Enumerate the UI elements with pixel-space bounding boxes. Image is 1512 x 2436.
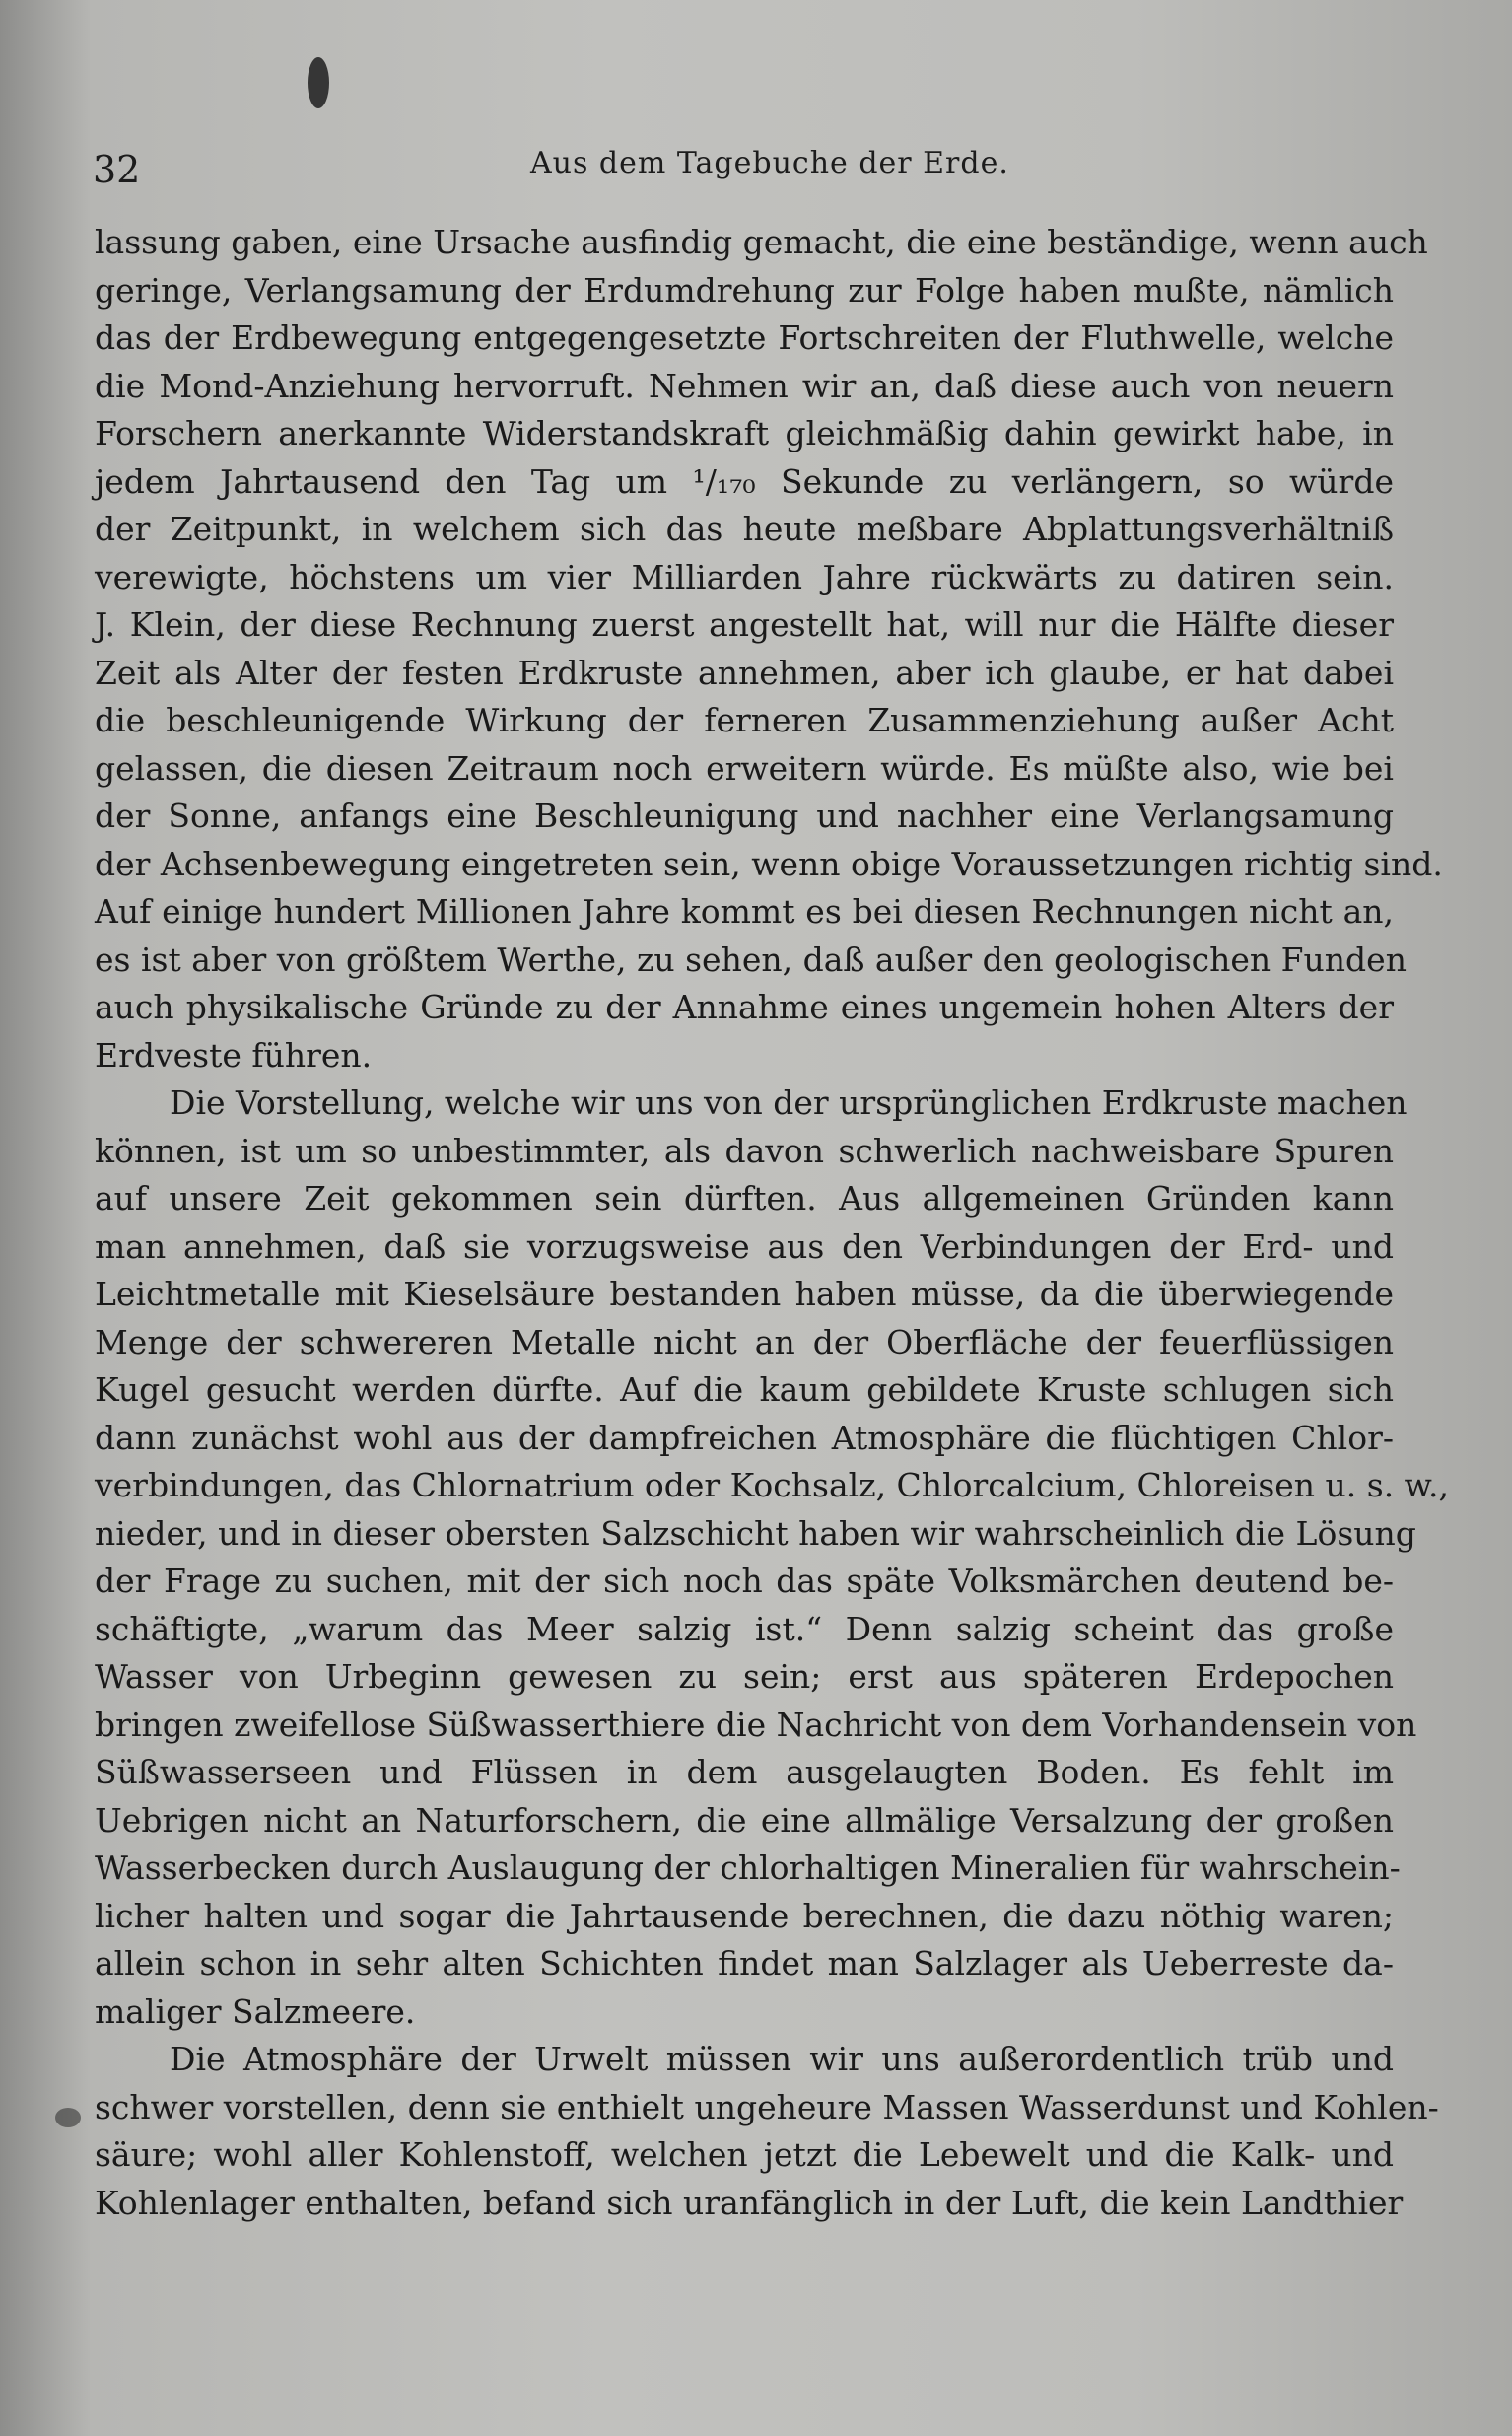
text-line: der Sonne, anfangs eine Beschleunigung und nachher eine Verlangsamung [95, 797, 1394, 835]
paragraph [95, 2036, 1439, 2227]
text-line: bringen zweifellose Süßwasserthiere die Nachricht von dem Vorhandensein von [95, 1705, 1417, 1744]
body-text [95, 219, 1449, 2227]
text-line: dann zunächst wohl aus der dampfreichen Atmosphäre die flüchtigen Chlor- [95, 1418, 1394, 1457]
text-line: Zeit als Alter der festen Erdkruste annehmen, aber ich glaube, er hat dabei [95, 653, 1394, 692]
text-line: die Mond-Anziehung hervorruft. Nehmen wir an, daß diese auch von neuern [95, 366, 1394, 405]
text-line: auch physikalische Gründe zu der Annahme eines ungemein hohen Alters der [95, 988, 1394, 1026]
text-line: das der Erdbewegung entgegengesetzte Fortschreiten der Fluthwelle, welche [95, 318, 1394, 357]
text-line: der Zeitpunkt, in welchem sich das heute meßbare Abplattungsverhältniß [95, 510, 1394, 548]
text-line: verbindungen, das Chlornatrium oder Kochsalz, Chlorcalcium, Chloreisen u. s. w., [95, 1466, 1449, 1504]
page-number: 32 [93, 148, 141, 191]
text-line: die beschleunigende Wirkung der ferneren Zusammenziehung außer Acht [95, 701, 1394, 739]
text-line: es ist aber von größtem Werthe, zu sehen, daß außer den geologischen Funden [95, 940, 1407, 979]
text-line: man annehmen, daß sie vorzugsweise aus den Verbindungen der Erd- und [95, 1226, 1394, 1266]
text-line: jedem Jahrtausend den Tag um ¹/₁₇₀ Sekunde zu verlängern, so würde [95, 461, 1394, 501]
text-line: Leichtmetalle mit Kieselsäure bestanden haben müsse, da die überwiegende [95, 1275, 1394, 1313]
text-line: Die Vorstellung, welche wir uns von der ursprünglichen Erdkruste machen [170, 1083, 1408, 1122]
text-line: Kugel gesucht werden dürfte. Auf die kaum gebildete Kruste schlugen sich [95, 1370, 1394, 1409]
text-line: Auf einige hundert Millionen Jahre kommt es bei diesen Rechnungen nicht an, [95, 892, 1394, 931]
text-line: säure; wohl aller Kohlenstoff, welchen jetzt die Lebewelt und die Kalk- und [95, 2135, 1394, 2174]
text-line: nieder, und in dieser obersten Salzschicht haben wir wahrscheinlich die Lösung [95, 1513, 1416, 1553]
text-line: maliger Salzmeere. [95, 1991, 416, 2031]
ink-smudge [55, 2108, 81, 2127]
paragraph [95, 1079, 1449, 2036]
text-line: Menge der schwereren Metalle nicht an der Oberfläche der feuerflüssigen [95, 1322, 1394, 1361]
text-line: Erdveste führen. [95, 1035, 373, 1075]
ink-smudge [308, 57, 329, 108]
text-line: Uebrigen nicht an Naturforschern, die eine allmälige Versalzung der großen [95, 1800, 1394, 1840]
text-line: licher halten und sogar die Jahrtausende berechnen, die dazu nöthig waren; [95, 1896, 1394, 1935]
text-line: der Frage zu suchen, mit der sich noch das späte Volksmärchen deutend be- [95, 1562, 1394, 1600]
text-line: auf unsere Zeit gekommen sein dürften. Aus allgemeinen Gründen kann [95, 1179, 1394, 1218]
text-line: Forschern anerkannte Widerstandskraft gleichmäßig dahin gewirkt habe, in [95, 414, 1394, 452]
text-line: lassung gaben, eine Ursache ausfindig gemacht, die eine beständige, wenn auch [95, 223, 1428, 261]
text-line: schäftigte, „warum das Meer salzig ist.“ Denn salzig scheint das große [95, 1609, 1394, 1648]
text-line: Die Atmosphäre der Urwelt müssen wir uns außerordentlich trüb und [170, 2040, 1394, 2078]
text-line: Wasser von Urbeginn gewesen zu sein; erst aus späteren Erdepochen [95, 1657, 1394, 1696]
text-line: Kohlenlager enthalten, befand sich uranfänglich in der Luft, die kein Landthier [95, 2183, 1404, 2222]
text-line: gelassen, die diesen Zeitraum noch erweitern würde. Es müßte also, wie bei [95, 748, 1394, 788]
text-line: der Achsenbewegung eingetreten sein, wenn obige Voraussetzungen richtig sind. [95, 844, 1443, 883]
text-line: J. Klein, der diese Rechnung zuerst angestellt hat, will nur die Hälfte dieser [95, 605, 1394, 644]
page-header [93, 138, 1394, 197]
text-line: verewigte, höchstens um vier Milliarden Jahre rückwärts zu datiren sein. [95, 557, 1394, 596]
running-head: Aus dem Tagebuche der Erde. [530, 146, 1009, 180]
text-line: können, ist um so unbestimmter, als davon schwerlich nachweisbare Spuren [95, 1131, 1394, 1170]
text-line: Süßwasserseen und Flüssen in dem ausgelaugten Boden. Es fehlt im [95, 1753, 1394, 1791]
text-line: geringe, Verlangsamung der Erdumdrehung zur Folge haben mußte, nämlich [95, 270, 1394, 310]
text-line: schwer vorstellen, denn sie enthielt ungeheure Massen Wasserdunst und Kohlen- [95, 2087, 1439, 2126]
text-line: allein schon in sehr alten Schichten findet man Salzlager als Ueberreste da- [95, 1944, 1394, 1983]
paragraph [95, 219, 1443, 1079]
text-line: Wasserbecken durch Auslaugung der chlorhaltigen Mineralien für wahrschein- [95, 1848, 1401, 1887]
